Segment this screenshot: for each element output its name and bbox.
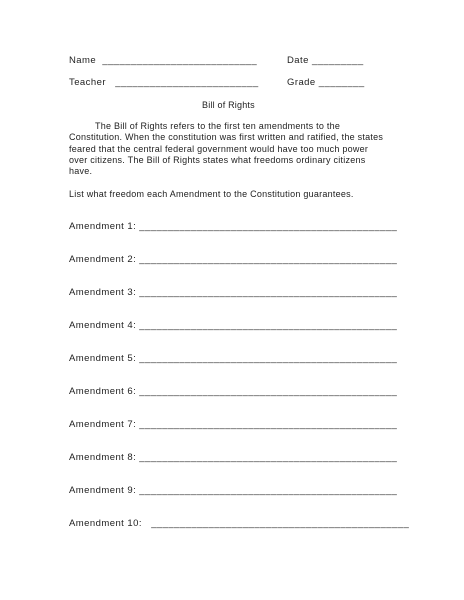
amendment-row	[69, 485, 397, 496]
grade-row	[287, 77, 365, 88]
instruction: List what freedom each Amendment to the Constitution guarantees.	[69, 189, 354, 199]
amendment-row	[69, 419, 397, 430]
amendment-answer-blank[interactable]: _____________________________________________	[139, 287, 398, 298]
amendment-row	[69, 254, 397, 265]
teacher-blank[interactable]: _________________________	[115, 77, 259, 88]
name-label: Name	[69, 55, 97, 66]
page-title: Bill of Rights	[202, 100, 255, 110]
intro-paragraph	[69, 121, 389, 177]
amendment-label: Amendment 10:	[69, 518, 142, 529]
amendment-row	[69, 386, 397, 397]
teacher-label: Teacher	[69, 77, 106, 88]
amendment-answer-blank[interactable]: _____________________________________________	[139, 419, 398, 430]
amendment-label: Amendment 9:	[69, 485, 137, 496]
name-row	[69, 55, 257, 66]
amendment-label: Amendment 6:	[69, 386, 137, 397]
amendment-row	[69, 221, 397, 232]
amendment-answer-blank[interactable]: _____________________________________________	[139, 386, 398, 397]
amendment-answer-blank[interactable]: _____________________________________________	[139, 221, 398, 232]
intro-text: The Bill of Rights refers to the first ten amendments to the Constitution. When the constitution was first written and ratified, the states feared that the central federal government would have too much power over citizens. The Bill of Rights states what freedoms ordinary citizens have.	[69, 121, 384, 177]
date-row	[287, 55, 364, 66]
name-blank[interactable]: ___________________________	[102, 55, 258, 66]
amendment-answer-blank[interactable]: _____________________________________________	[139, 254, 398, 265]
date-blank[interactable]: _________	[311, 55, 364, 66]
amendment-row	[69, 320, 397, 331]
amendment-label: Amendment 7:	[69, 419, 137, 430]
amendment-label: Amendment 1:	[69, 221, 137, 232]
amendment-answer-blank[interactable]: _____________________________________________	[139, 452, 398, 463]
teacher-row	[69, 77, 259, 88]
amendment-label: Amendment 8:	[69, 452, 137, 463]
amendment-row	[69, 452, 397, 463]
grade-label: Grade	[287, 77, 316, 88]
amendment-answer-blank[interactable]: _____________________________________________	[139, 485, 398, 496]
amendment-row	[69, 353, 397, 364]
amendment-row	[69, 518, 409, 529]
date-label: Date	[287, 55, 309, 66]
amendment-label: Amendment 3:	[69, 287, 137, 298]
amendment-label: Amendment 2:	[69, 254, 137, 265]
amendment-answer-blank[interactable]: _____________________________________________	[139, 353, 398, 364]
amendment-label: Amendment 5:	[69, 353, 137, 364]
amendment-row	[69, 287, 397, 298]
amendment-answer-blank[interactable]: _____________________________________________	[139, 320, 398, 331]
grade-blank[interactable]: ________	[318, 77, 365, 88]
amendment-answer-blank[interactable]: _____________________________________________	[151, 518, 410, 529]
amendment-label: Amendment 4:	[69, 320, 137, 331]
